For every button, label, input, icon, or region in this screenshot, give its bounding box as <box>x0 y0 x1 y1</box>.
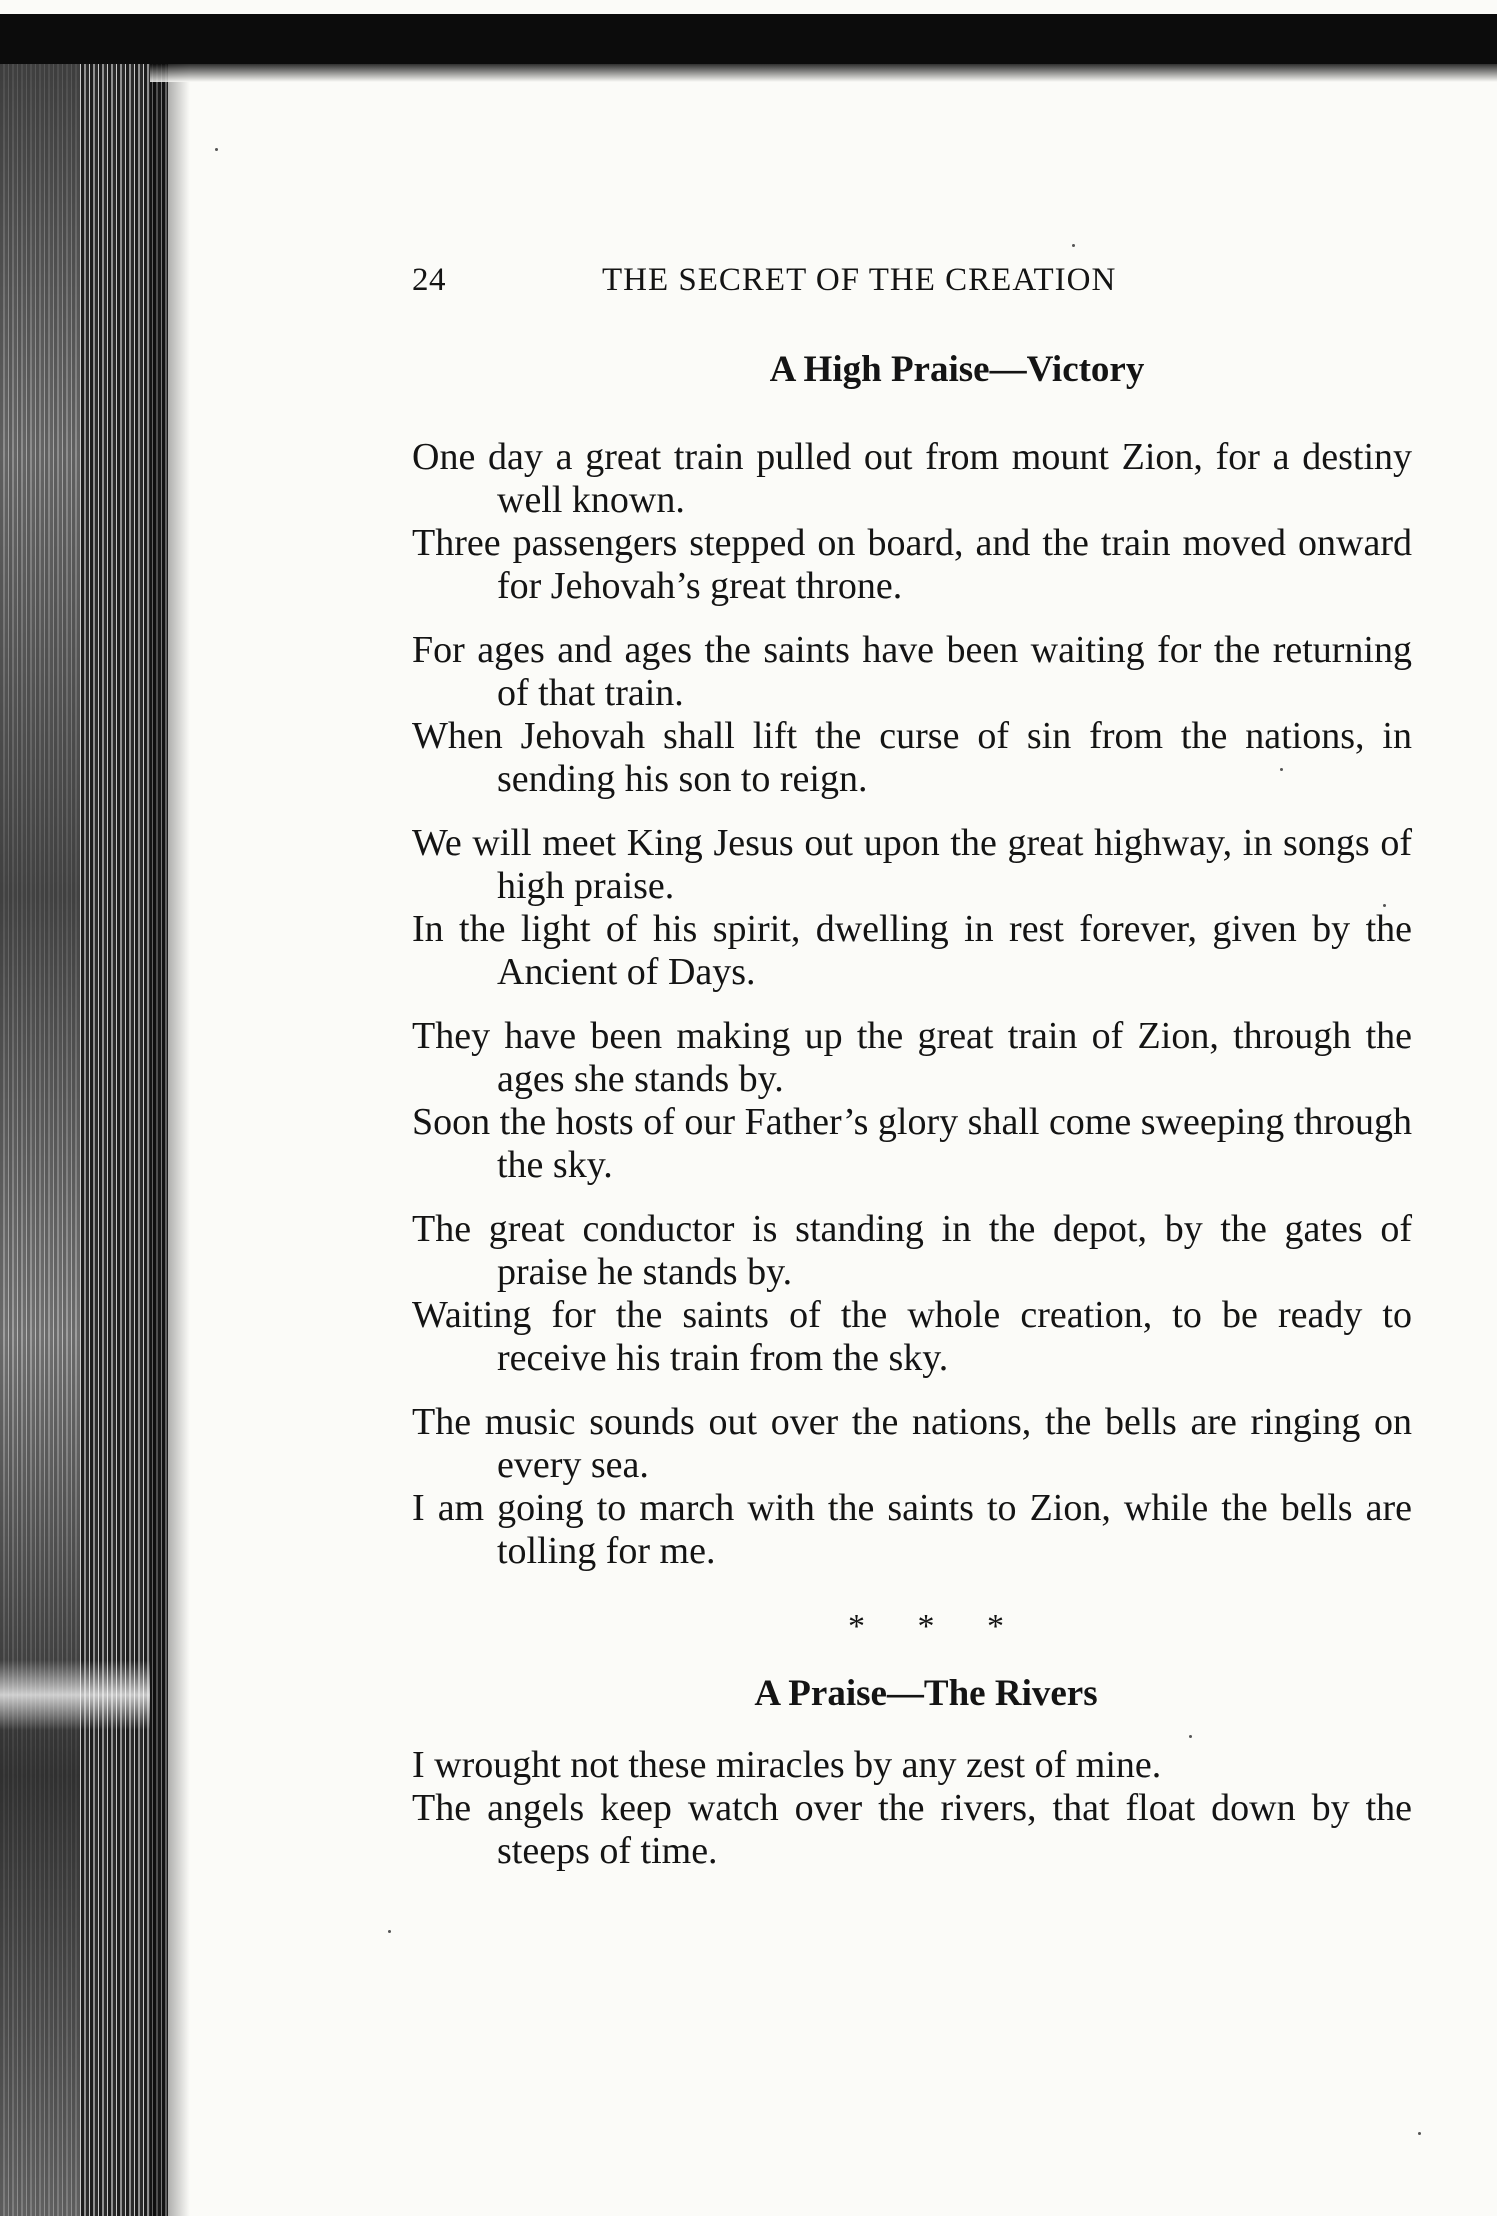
scan-speck <box>1189 1735 1192 1738</box>
poem-title: A Praise—The Rivers <box>754 1673 1098 1714</box>
scan-speck <box>388 1930 391 1933</box>
verse-line: For ages and ages the saints have been waiting for the returning of that train. <box>412 629 1412 714</box>
stanza <box>412 1208 1412 1380</box>
page-number: 24 <box>412 262 446 298</box>
scan-speck <box>215 148 218 151</box>
poem-title: A High Praise—Victory <box>769 349 1145 390</box>
poem-body <box>412 436 1412 1594</box>
scan-speck <box>1072 244 1075 247</box>
running-title: THE SECRET OF THE CREATION <box>602 262 1117 298</box>
verse-line: When Jehovah shall lift the curse of sin from the nations, in sending his son to reign. <box>412 715 1412 800</box>
stanza <box>412 1401 1412 1573</box>
stanza <box>412 1744 1412 1873</box>
scan-speck <box>1418 2132 1421 2135</box>
spine-highlight <box>0 1660 150 1730</box>
scan-speck <box>1383 904 1386 907</box>
book-spine-edge <box>0 14 80 2216</box>
verse-line: The great conductor is standing in the depot, by the gates of praise he stands by. <box>412 1208 1412 1293</box>
scan-speck <box>1280 768 1283 771</box>
verse-line: Waiting for the saints of the whole creation, to be ready to receive his train from the sky. <box>412 1294 1412 1379</box>
verse-line: Three passengers stepped on board, and the train moved onward for Jehovah’s great throne. <box>412 522 1412 607</box>
verse-line: In the light of his spirit, dwelling in rest forever, given by the Ancient of Days. <box>412 908 1412 993</box>
verse-line: I wrought not these miracles by any zest of mine. <box>412 1744 1162 1786</box>
scan-top-border <box>0 14 1497 64</box>
stanza <box>412 436 1412 608</box>
poem-body <box>412 1744 1412 1894</box>
verse-line: Soon the hosts of our Father’s glory shall come sweeping through the sky. <box>412 1101 1412 1186</box>
scan-top-fade <box>150 64 1497 82</box>
stanza <box>412 1015 1412 1187</box>
gutter-shadow <box>150 14 190 2216</box>
stanza <box>412 822 1412 994</box>
section-separator: * * * <box>848 1608 1026 1645</box>
verse-line: We will meet King Jesus out upon the great highway, in songs of high praise. <box>412 822 1412 907</box>
running-head <box>412 262 1242 302</box>
stanza <box>412 629 1412 801</box>
verse-line: The music sounds out over the nations, the bells are ringing on every sea. <box>412 1401 1412 1486</box>
verse-line: One day a great train pulled out from mount Zion, for a destiny well known. <box>412 436 1412 521</box>
verse-line: They have been making up the great train of Zion, through the ages she stands by. <box>412 1015 1412 1100</box>
verse-line: The angels keep watch over the rivers, that float down by the steeps of time. <box>412 1787 1412 1872</box>
verse-line: I am going to march with the saints to Zion, while the bells are tolling for me. <box>412 1487 1412 1572</box>
